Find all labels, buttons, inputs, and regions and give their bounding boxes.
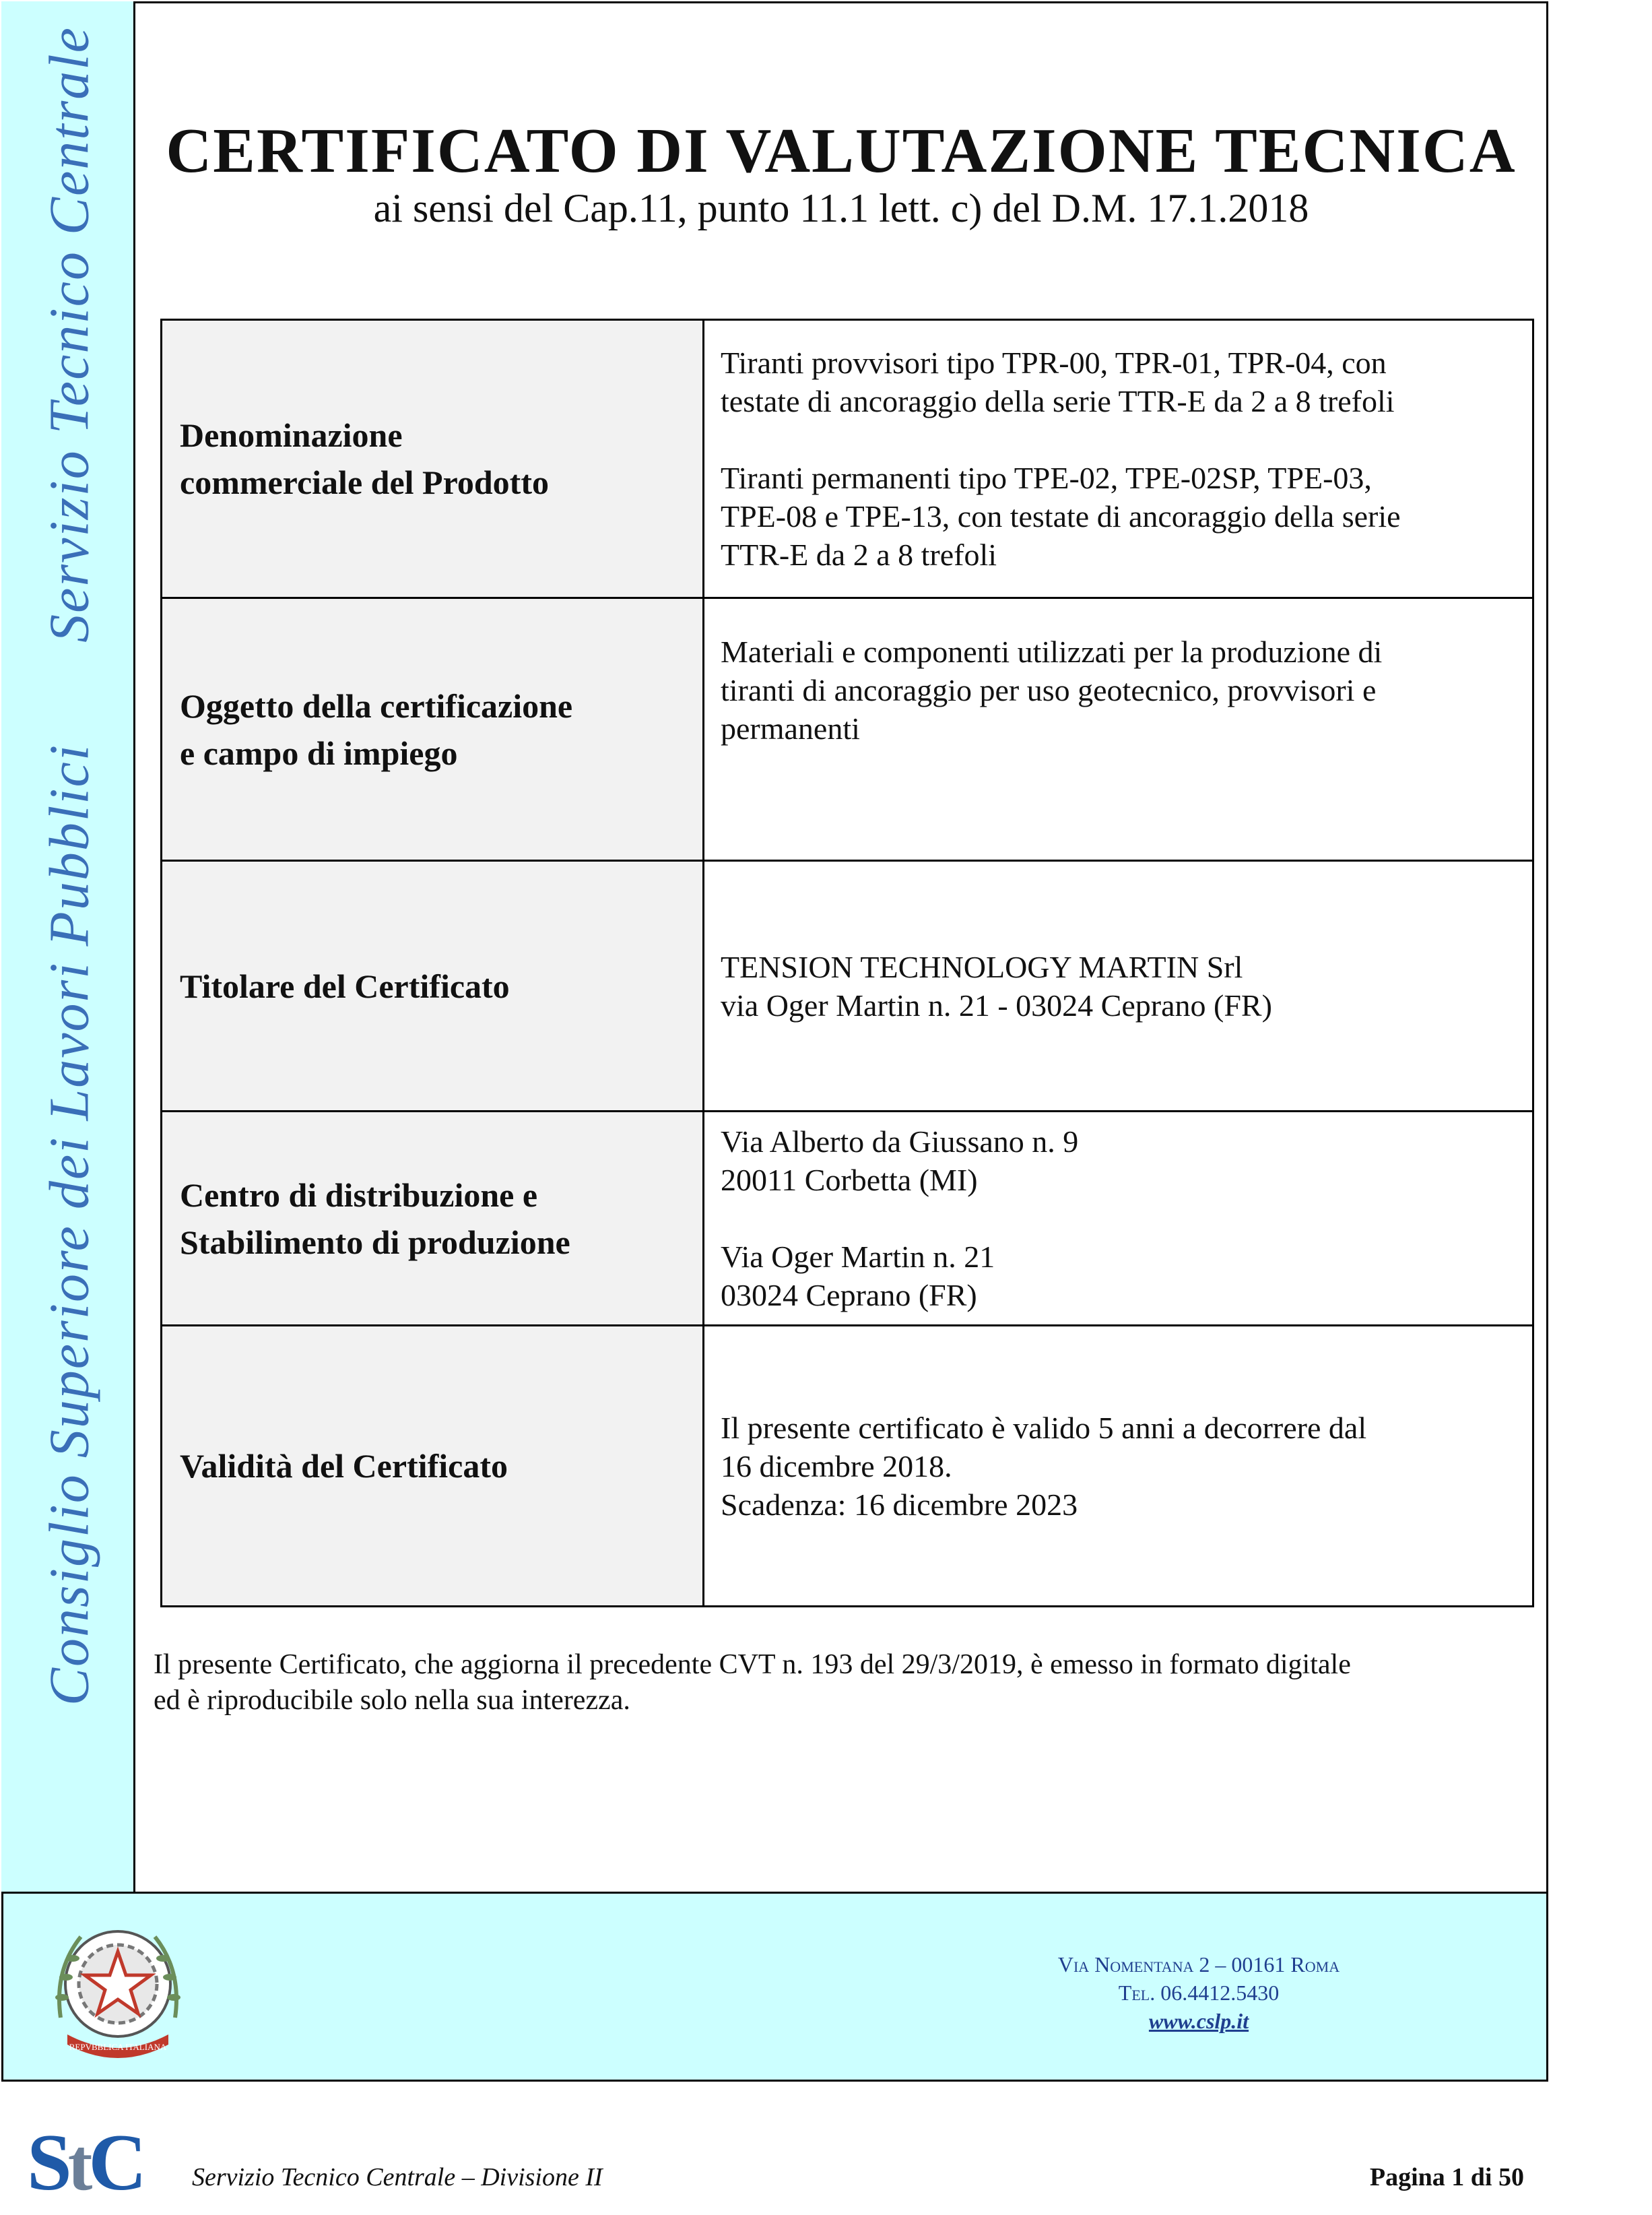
note-line: Il presente Certificato, che aggiorna il precedente CVT n. 193 del 29/3/2019, è emesso in formato digitale (154, 1649, 1351, 1680)
value-line: permanenti (721, 711, 860, 746)
value-line: TTR-E da 2 a 8 trefoli (721, 538, 997, 572)
row-value (704, 1326, 1533, 1607)
row-label (162, 861, 704, 1112)
certificate-table (160, 319, 1534, 1607)
value-line: 03024 Ceprano (FR) (721, 1278, 977, 1312)
value-line: Scadenza: 16 dicembre 2023 (721, 1487, 1078, 1522)
value-line: Il presente certificato è valido 5 anni a decorrere dal (721, 1410, 1367, 1445)
website-link[interactable]: www.cslp.it (1148, 2009, 1249, 2033)
label-line: Denominazione (180, 416, 403, 454)
table-row (162, 1326, 1533, 1607)
sidebar-vertical-text (37, 26, 102, 1706)
value-line: Tiranti permanenti tipo TPE-02, TPE-02SP, TPE-03, (721, 461, 1372, 495)
page-number (1370, 2162, 1524, 2192)
value-line: via Oger Martin n. 21 - 03024 Ceprano (FR) (721, 988, 1272, 1023)
table-row (162, 1112, 1533, 1326)
emblem-text: REPVBBLICA ITALIANA (69, 2042, 167, 2052)
value-line: 16 dicembre 2018. (721, 1448, 952, 1483)
value-line: Tiranti provvisori tipo TPR-00, TPR-01, TPR-04, con (721, 346, 1387, 380)
value-line: testate di ancoraggio della serie TTR-E da 2 a 8 trefoli (721, 384, 1395, 418)
row-value (704, 861, 1533, 1112)
page-current: 1 (1451, 2163, 1465, 2191)
value-paragraph (721, 633, 1516, 748)
value-line: TPE-08 e TPE-13, con testate di ancoraggio della serie (721, 499, 1401, 534)
contact-phone: Tel. 06.4412.5430 (1118, 1981, 1280, 2005)
row-value (704, 598, 1533, 861)
page-label: Pagina (1369, 2163, 1445, 2191)
row-label (162, 598, 704, 861)
value-line: Materiali e componenti utilizzati per la produzione di (721, 635, 1383, 669)
label-line: Oggetto della certificazione (180, 686, 573, 725)
stc-logo (27, 2117, 143, 2207)
page-of: di (1470, 2163, 1492, 2191)
contact-address: Via Nomentana 2 – 00161 Roma (1057, 1952, 1340, 1977)
certificate-note (154, 1647, 1548, 1719)
label-line: Stabilimento di produzione (180, 1223, 570, 1261)
value-paragraph (721, 1122, 1516, 1199)
sidebar (1, 1, 135, 1893)
value-paragraph (721, 948, 1516, 1025)
label-line: Titolare del Certificato (180, 967, 510, 1005)
page-total: 50 (1498, 2163, 1524, 2191)
value-line: TENSION TECHNOLOGY MARTIN Srl (721, 949, 1243, 984)
label-line: Centro di distribuzione e (180, 1176, 538, 1214)
value-paragraph (721, 1409, 1516, 1524)
sidebar-line-service: Servizio Tecnico Centrale (38, 26, 101, 643)
logo-letter: t (67, 2123, 89, 2206)
table-row (162, 320, 1533, 598)
page-subtitle: ai sensi del Cap.11, punto 11.1 lett. c) del D.M. 17.1.2018 (373, 186, 1309, 230)
label-line: e campo di impiego (180, 734, 458, 772)
footer-division: Servizio Tecnico Centrale – Divisione II (192, 2163, 603, 2191)
logo-letter: S (27, 2117, 68, 2207)
label-line: commerciale del Prodotto (180, 463, 549, 501)
page-title: CERTIFICATO DI VALUTAZIONE TECNICA (166, 116, 1517, 186)
row-value (704, 320, 1533, 598)
italian-republic-emblem-icon (40, 1910, 195, 2065)
value-line: tiranti di ancoraggio per uso geotecnico, provvisori e (721, 673, 1377, 707)
contact-block (929, 1950, 1468, 2035)
label-line: Validità del Certificato (180, 1447, 508, 1485)
value-paragraph (721, 1238, 1516, 1314)
value-paragraph (721, 459, 1516, 574)
value-line: Via Oger Martin n. 21 (721, 1240, 995, 1274)
logo-letter: C (88, 2117, 143, 2207)
table-row (162, 861, 1533, 1112)
row-label (162, 1326, 704, 1607)
row-value (704, 1112, 1533, 1326)
value-line: 20011 Corbetta (MI) (721, 1163, 978, 1197)
note-line: ed è riproducibile solo nella sua interezza. (154, 1685, 630, 1716)
sidebar-line-council: Consiglio Superiore dei Lavori Pubblici (38, 743, 101, 1706)
value-line: Via Alberto da Giussano n. 9 (721, 1124, 1079, 1159)
row-label (162, 1112, 704, 1326)
value-paragraph (721, 344, 1516, 420)
row-label (162, 320, 704, 598)
table-row (162, 598, 1533, 861)
